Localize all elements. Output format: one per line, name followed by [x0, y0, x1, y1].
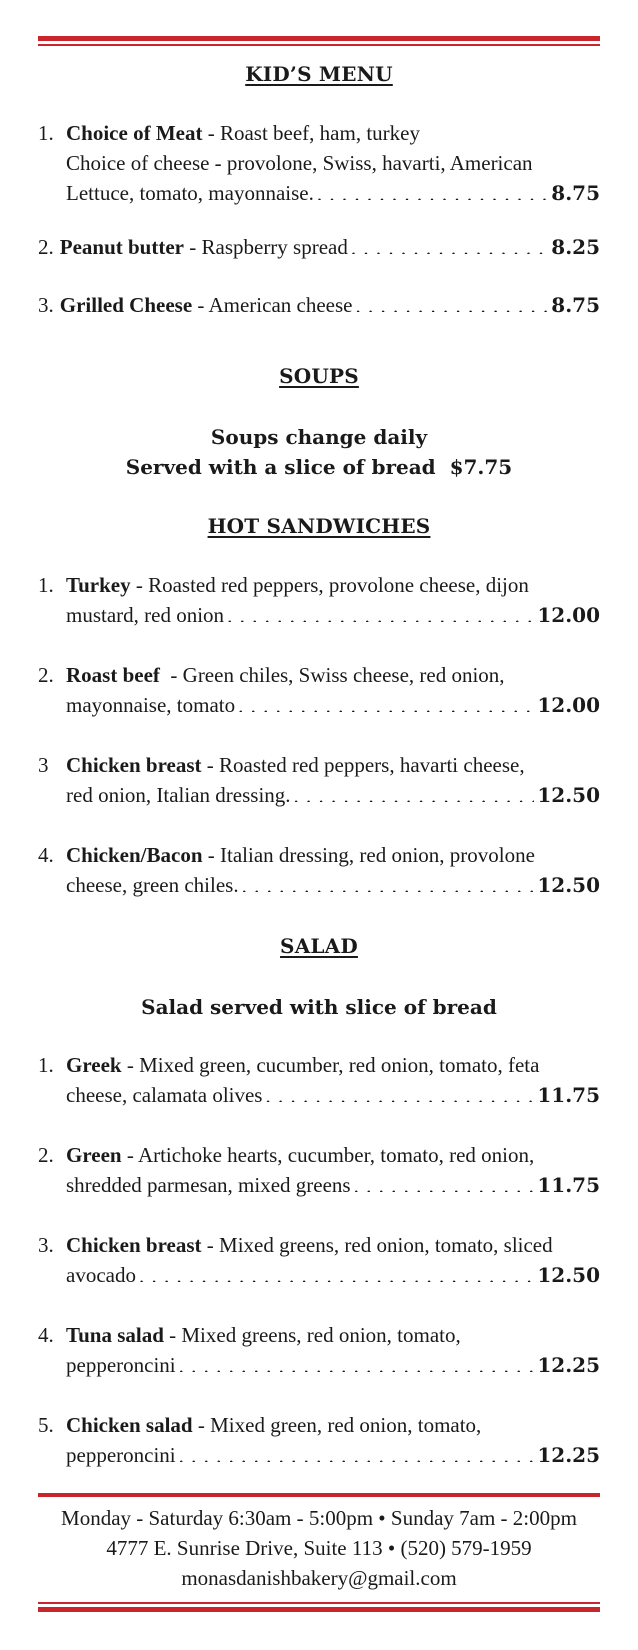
- sandwich-item-2: [38, 660, 600, 720]
- hot-sandwiches-heading: HOT SANDWICHES: [207, 514, 431, 538]
- item-description: Choice of cheese - provolone, Swiss, havarti, American: [66, 151, 533, 175]
- item-name: Tuna salad: [66, 1323, 164, 1347]
- kids-item-3: [38, 290, 600, 320]
- dot-leader: [238, 691, 534, 712]
- item-description: - Italian dressing, red onion, provolone: [202, 843, 535, 867]
- salad-item-3: [38, 1230, 600, 1290]
- bottom-rule: [38, 1602, 600, 1612]
- salad-item-2: [38, 1140, 600, 1200]
- sandwich-item-4: [38, 840, 600, 900]
- item-number: 1.: [38, 121, 54, 145]
- item-name: Chicken salad: [66, 1413, 193, 1437]
- item-description: - Green chiles, Swiss cheese, red onion,: [159, 663, 505, 687]
- item-price: 11.75: [537, 1173, 600, 1197]
- dot-leader: [227, 601, 534, 622]
- kids-menu-heading: KID’S MENU: [245, 62, 393, 86]
- item-description: - Mixed greens, red onion, tomato, sliced: [201, 1233, 553, 1257]
- kids-item-1: [38, 118, 600, 208]
- item-name: Grilled Cheese: [59, 293, 193, 317]
- item-number: 3.: [38, 293, 54, 317]
- item-description: - Mixed green, cucumber, red onion, tomato, feta: [121, 1053, 540, 1077]
- soups-price-note: Served with a slice of bread $7.75: [125, 455, 513, 479]
- item-name: Chicken breast: [66, 753, 202, 777]
- salad-note: Salad served with slice of bread: [141, 995, 497, 1019]
- item-number: 3.: [38, 1233, 54, 1257]
- item-description: - Raspberry spread: [184, 235, 348, 259]
- dot-leader: [354, 1171, 535, 1192]
- dot-leader: [351, 233, 548, 254]
- salad-item-4: [38, 1320, 600, 1380]
- item-name: Chicken breast: [66, 1233, 202, 1257]
- item-number: 1.: [38, 1053, 54, 1077]
- item-description: shredded parmesan, mixed greens: [66, 1173, 351, 1197]
- dot-leader: [265, 1081, 534, 1102]
- top-rule: [38, 36, 600, 46]
- item-number: 3: [38, 753, 49, 777]
- item-description: - Roast beef, ham, turkey: [202, 121, 420, 145]
- salad-heading: SALAD: [280, 934, 358, 958]
- item-name: Turkey: [66, 573, 131, 597]
- item-description: cheese, green chiles.: [66, 873, 239, 897]
- item-price: 12.50: [537, 783, 600, 807]
- item-price: 12.50: [537, 1263, 600, 1287]
- dot-leader: [294, 781, 535, 802]
- sandwich-item-3: [38, 750, 600, 810]
- item-price: 12.50: [537, 873, 600, 897]
- item-price: 8.75: [551, 293, 600, 317]
- kids-item-2: [38, 232, 600, 262]
- item-price: 12.25: [537, 1353, 600, 1377]
- email-address: monasdanishbakery@gmail.com: [181, 1566, 457, 1590]
- dot-leader: [242, 871, 535, 892]
- item-description: avocado: [66, 1263, 136, 1287]
- item-name: Roast beef: [66, 663, 160, 687]
- item-description: red onion, Italian dressing.: [66, 783, 291, 807]
- dot-leader: [317, 179, 548, 200]
- item-name: Peanut butter: [59, 235, 184, 259]
- item-number: 2.: [38, 663, 54, 687]
- item-description: mayonnaise, tomato: [66, 693, 236, 717]
- dot-leader: [179, 1351, 535, 1372]
- dot-leader: [179, 1441, 535, 1462]
- dot-leader: [139, 1261, 534, 1282]
- item-number: 5.: [38, 1413, 54, 1437]
- item-name: Greek: [66, 1053, 122, 1077]
- item-description: mustard, red onion: [66, 603, 225, 627]
- item-number: 2.: [38, 1143, 54, 1167]
- item-description: Lettuce, tomato, mayonnaise.: [66, 181, 314, 205]
- business-hours: Monday - Saturday 6:30am - 5:00pm • Sunday 7am - 2:00pm: [61, 1506, 577, 1530]
- item-price: 11.75: [537, 1083, 600, 1107]
- item-price: 8.25: [551, 235, 600, 259]
- item-name: Green: [66, 1143, 122, 1167]
- item-description: - Mixed greens, red onion, tomato,: [163, 1323, 461, 1347]
- item-description: - Roasted red peppers, provolone cheese, dijon: [130, 573, 529, 597]
- item-description: cheese, calamata olives: [66, 1083, 263, 1107]
- item-number: 2.: [38, 235, 54, 259]
- item-price: 12.00: [537, 693, 600, 717]
- footer-top-rule: [38, 1493, 600, 1497]
- item-description: - Artichoke hearts, cucumber, tomato, red onion,: [121, 1143, 535, 1167]
- item-description: pepperoncini: [66, 1353, 176, 1377]
- soups-heading: SOUPS: [279, 364, 359, 388]
- sandwich-item-1: [38, 570, 600, 630]
- item-name: Chicken/Bacon: [66, 843, 203, 867]
- item-description: - American cheese: [192, 293, 353, 317]
- item-price: 12.00: [537, 603, 600, 627]
- address-phone: 4777 E. Sunrise Drive, Suite 113 • (520) 579-1959: [106, 1536, 532, 1560]
- dot-leader: [355, 291, 548, 312]
- item-description: - Roasted red peppers, havarti cheese,: [201, 753, 525, 777]
- salad-item-5: [38, 1410, 600, 1470]
- item-name: Choice of Meat: [66, 121, 203, 145]
- item-number: 4.: [38, 1323, 54, 1347]
- item-number: 1.: [38, 573, 54, 597]
- item-description: - Mixed green, red onion, tomato,: [192, 1413, 482, 1437]
- item-description: pepperoncini: [66, 1443, 176, 1467]
- item-number: 4.: [38, 843, 54, 867]
- item-price: 8.75: [551, 181, 600, 205]
- soups-note: Soups change daily: [210, 425, 428, 449]
- item-price: 12.25: [537, 1443, 600, 1467]
- salad-item-1: [38, 1050, 600, 1110]
